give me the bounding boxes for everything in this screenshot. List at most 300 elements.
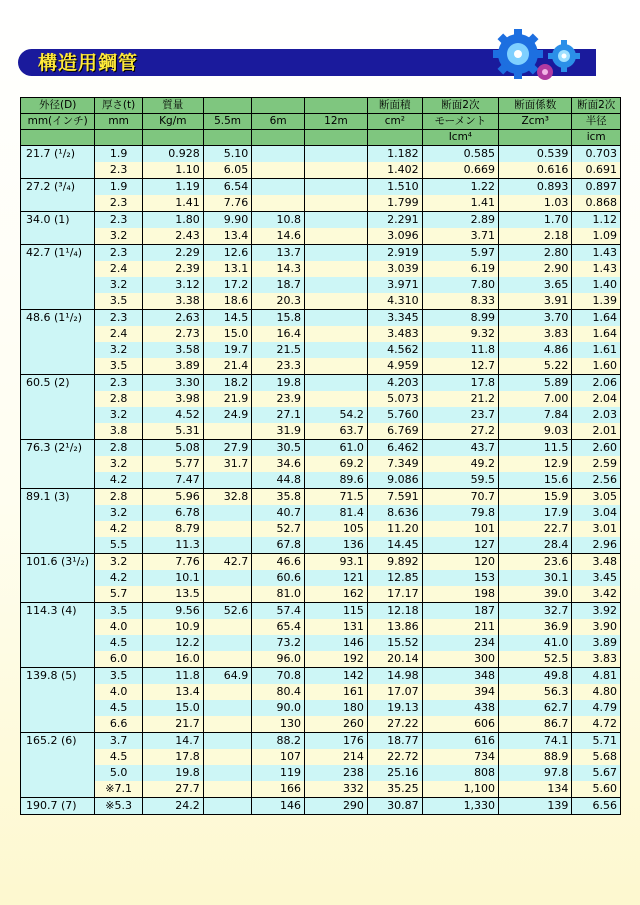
outer-diameter-cell: 60.5 (2) (21, 375, 95, 440)
thickness-cell: 3.2 (95, 554, 143, 571)
area-cell: 27.22 (367, 716, 422, 733)
len-5-5m-cell: 13.1 (203, 261, 252, 277)
radius-cell: 3.05 (572, 489, 621, 506)
len-5-5m-cell: 31.7 (203, 456, 252, 472)
table-row (21, 358, 621, 375)
table-row (21, 261, 621, 277)
area-cell: 15.52 (367, 635, 422, 651)
thickness-cell: 3.2 (95, 342, 143, 358)
len-5-5m-cell (203, 700, 252, 716)
len-5-5m-cell (203, 798, 252, 815)
thickness-cell: 4.0 (95, 619, 143, 635)
area-cell: 4.959 (367, 358, 422, 375)
mass-cell: 15.0 (142, 700, 203, 716)
modulus-cell: 88.9 (499, 749, 572, 765)
outer-diameter-cell: 34.0 (1) (21, 212, 95, 245)
radius-cell: 0.703 (572, 146, 621, 163)
thickness-cell: 2.3 (95, 375, 143, 392)
header-area: 断面積 (367, 98, 422, 114)
modulus-cell: 74.1 (499, 733, 572, 750)
outer-diameter-cell: 101.6 (3¹/₂) (21, 554, 95, 603)
modulus-cell: 30.1 (499, 570, 572, 586)
modulus-cell: 7.84 (499, 407, 572, 423)
len-5-5m-cell: 9.90 (203, 212, 252, 229)
len-6m-cell: 30.5 (252, 440, 305, 457)
mass-cell: 11.8 (142, 668, 203, 685)
len-5-5m-cell: 12.6 (203, 245, 252, 262)
header-od-unit: mm(インチ) (21, 114, 95, 130)
header-modulus: 断面係数 (499, 98, 572, 114)
radius-cell: 1.60 (572, 358, 621, 375)
outer-diameter-cell: 76.3 (2¹/₂) (21, 440, 95, 489)
moment-cell: 8.99 (422, 310, 498, 327)
thickness-cell: 3.5 (95, 603, 143, 620)
modulus-cell: 1.03 (499, 195, 572, 212)
thickness-cell: 3.2 (95, 456, 143, 472)
header-modulus-unit: Zcm³ (499, 114, 572, 130)
len-6m-cell: 96.0 (252, 651, 305, 668)
len-6m-cell: 19.8 (252, 375, 305, 392)
len-5-5m-cell (203, 472, 252, 489)
header-od: 外径(D) (21, 98, 95, 114)
header-cell (142, 130, 203, 146)
mass-cell: 4.52 (142, 407, 203, 423)
len-5-5m-cell: 64.9 (203, 668, 252, 685)
area-cell: 3.096 (367, 228, 422, 245)
len-6m-cell: 13.7 (252, 245, 305, 262)
mass-cell: 27.7 (142, 781, 203, 798)
modulus-cell: 0.616 (499, 162, 572, 179)
radius-cell: 3.92 (572, 603, 621, 620)
area-cell: 19.13 (367, 700, 422, 716)
thickness-cell: 3.2 (95, 228, 143, 245)
radius-cell: 2.56 (572, 472, 621, 489)
area-cell: 1.182 (367, 146, 422, 163)
thickness-cell: 6.0 (95, 651, 143, 668)
radius-cell: 0.691 (572, 162, 621, 179)
mass-cell: 8.79 (142, 521, 203, 537)
thickness-cell: ※5.3 (95, 798, 143, 815)
len-6m-cell: 81.0 (252, 586, 305, 603)
len-6m-cell: 67.8 (252, 537, 305, 554)
modulus-cell: 62.7 (499, 700, 572, 716)
len-12m-cell (304, 245, 367, 262)
radius-cell: 4.79 (572, 700, 621, 716)
moment-cell: 21.2 (422, 391, 498, 407)
moment-cell: 300 (422, 651, 498, 668)
thickness-cell: 3.7 (95, 733, 143, 750)
thickness-cell: 4.5 (95, 700, 143, 716)
radius-cell: 3.45 (572, 570, 621, 586)
modulus-cell: 3.65 (499, 277, 572, 293)
len-12m-cell: 214 (304, 749, 367, 765)
gears-icon (490, 28, 585, 86)
len-6m-cell: 166 (252, 781, 305, 798)
len-6m-cell: 52.7 (252, 521, 305, 537)
table-row (21, 505, 621, 521)
area-cell: 12.18 (367, 603, 422, 620)
mass-cell: 2.73 (142, 326, 203, 342)
len-6m-cell: 27.1 (252, 407, 305, 423)
modulus-cell: 3.83 (499, 326, 572, 342)
thickness-cell: 5.5 (95, 537, 143, 554)
len-12m-cell (304, 179, 367, 196)
mass-cell: 13.4 (142, 684, 203, 700)
table-row (21, 781, 621, 798)
len-12m-cell: 63.7 (304, 423, 367, 440)
moment-cell: 153 (422, 570, 498, 586)
mass-cell: 1.41 (142, 195, 203, 212)
len-12m-cell: 121 (304, 570, 367, 586)
moment-cell: 49.2 (422, 456, 498, 472)
len-12m-cell: 290 (304, 798, 367, 815)
modulus-cell: 9.03 (499, 423, 572, 440)
len-5-5m-cell (203, 635, 252, 651)
area-cell: 4.203 (367, 375, 422, 392)
modulus-cell: 4.86 (499, 342, 572, 358)
mass-cell: 14.7 (142, 733, 203, 750)
len-5-5m-cell: 17.2 (203, 277, 252, 293)
len-5-5m-cell: 21.4 (203, 358, 252, 375)
len-6m-cell: 34.6 (252, 456, 305, 472)
table-row (21, 733, 621, 750)
thickness-cell: 2.3 (95, 245, 143, 262)
header-blank (203, 98, 252, 114)
radius-cell: 4.80 (572, 684, 621, 700)
len-6m-cell: 40.7 (252, 505, 305, 521)
area-cell: 6.462 (367, 440, 422, 457)
len-12m-cell: 89.6 (304, 472, 367, 489)
modulus-cell: 11.5 (499, 440, 572, 457)
moment-cell: 616 (422, 733, 498, 750)
thickness-cell: 2.3 (95, 162, 143, 179)
table-row (21, 603, 621, 620)
radius-cell: 5.71 (572, 733, 621, 750)
header-moment: 断面2次 (422, 98, 498, 114)
thickness-cell: 3.5 (95, 358, 143, 375)
modulus-cell: 1.70 (499, 212, 572, 229)
page-title: 構造用鋼管 (38, 52, 139, 74)
len-5-5m-cell (203, 570, 252, 586)
mass-cell: 21.7 (142, 716, 203, 733)
spec-table (20, 97, 621, 815)
len-5-5m-cell: 19.7 (203, 342, 252, 358)
len-5-5m-cell (203, 651, 252, 668)
header-row-2 (21, 114, 621, 130)
header-moment-label: モーメント (422, 114, 498, 130)
table-row (21, 651, 621, 668)
radius-cell: 3.90 (572, 619, 621, 635)
modulus-cell: 2.80 (499, 245, 572, 262)
len-12m-cell: 81.4 (304, 505, 367, 521)
len-5-5m-cell (203, 765, 252, 781)
header-thickness: 厚さ(t) (95, 98, 143, 114)
area-cell: 18.77 (367, 733, 422, 750)
area-cell: 22.72 (367, 749, 422, 765)
radius-cell: 2.60 (572, 440, 621, 457)
len-12m-cell: 71.5 (304, 489, 367, 506)
table-row (21, 195, 621, 212)
moment-cell: 5.97 (422, 245, 498, 262)
table-row (21, 749, 621, 765)
table-row (21, 277, 621, 293)
area-cell: 1.402 (367, 162, 422, 179)
moment-cell: 120 (422, 554, 498, 571)
area-cell: 17.17 (367, 586, 422, 603)
thickness-cell: 1.9 (95, 179, 143, 196)
area-cell: 12.85 (367, 570, 422, 586)
thickness-cell: 4.0 (95, 684, 143, 700)
moment-cell: 211 (422, 619, 498, 635)
radius-cell: 2.03 (572, 407, 621, 423)
moment-cell: 27.2 (422, 423, 498, 440)
len-6m-cell: 107 (252, 749, 305, 765)
len-12m-cell: 93.1 (304, 554, 367, 571)
header-row-3 (21, 130, 621, 146)
area-cell: 14.98 (367, 668, 422, 685)
area-cell: 25.16 (367, 765, 422, 781)
area-cell: 6.769 (367, 423, 422, 440)
header-cell (252, 130, 305, 146)
moment-cell: 808 (422, 765, 498, 781)
thickness-cell: 3.2 (95, 505, 143, 521)
len-6m-cell: 23.3 (252, 358, 305, 375)
len-5-5m-cell (203, 733, 252, 750)
len-6m-cell: 31.9 (252, 423, 305, 440)
radius-cell: 3.83 (572, 651, 621, 668)
len-5-5m-cell (203, 521, 252, 537)
table-row (21, 342, 621, 358)
header-cell (499, 130, 572, 146)
thickness-cell: 3.2 (95, 407, 143, 423)
modulus-cell: 2.18 (499, 228, 572, 245)
len-6m-cell: 70.8 (252, 668, 305, 685)
len-12m-cell: 332 (304, 781, 367, 798)
radius-cell: 0.897 (572, 179, 621, 196)
len-5-5m-cell (203, 781, 252, 798)
table-row (21, 407, 621, 423)
mass-cell: 10.1 (142, 570, 203, 586)
len-6m-cell: 88.2 (252, 733, 305, 750)
table-row (21, 798, 621, 815)
thickness-cell: 2.8 (95, 440, 143, 457)
modulus-cell: 23.6 (499, 554, 572, 571)
moment-cell: 198 (422, 586, 498, 603)
len-6m-cell: 119 (252, 765, 305, 781)
radius-cell: 5.60 (572, 781, 621, 798)
len-5-5m-cell: 7.76 (203, 195, 252, 212)
table-row (21, 423, 621, 440)
table-row (21, 293, 621, 310)
len-5-5m-cell: 5.10 (203, 146, 252, 163)
outer-diameter-cell: 48.6 (1¹/₂) (21, 310, 95, 375)
mass-cell: 5.96 (142, 489, 203, 506)
radius-cell: 3.01 (572, 521, 621, 537)
mass-cell: 17.8 (142, 749, 203, 765)
header-12m: 12m (304, 114, 367, 130)
len-12m-cell: 192 (304, 651, 367, 668)
area-cell: 7.591 (367, 489, 422, 506)
table-row (21, 212, 621, 229)
thickness-cell: 3.8 (95, 423, 143, 440)
moment-cell: 606 (422, 716, 498, 733)
radius-cell: 2.04 (572, 391, 621, 407)
radius-cell: 1.09 (572, 228, 621, 245)
header-6m: 6m (252, 114, 305, 130)
len-5-5m-cell (203, 537, 252, 554)
radius-cell: 1.43 (572, 261, 621, 277)
table-row (21, 554, 621, 571)
mass-cell: 3.30 (142, 375, 203, 392)
mass-cell: 10.9 (142, 619, 203, 635)
mass-cell: 1.80 (142, 212, 203, 229)
len-12m-cell (304, 310, 367, 327)
header-row-1 (21, 98, 621, 114)
thickness-cell: 5.7 (95, 586, 143, 603)
modulus-cell: 15.6 (499, 472, 572, 489)
moment-cell: 3.71 (422, 228, 498, 245)
mass-cell: 3.58 (142, 342, 203, 358)
mass-cell: 24.2 (142, 798, 203, 815)
header-radius: 断面2次 (572, 98, 621, 114)
area-cell: 1.799 (367, 195, 422, 212)
table-row (21, 489, 621, 506)
outer-diameter-cell: 165.2 (6) (21, 733, 95, 798)
outer-diameter-cell: 190.7 (7) (21, 798, 95, 815)
table-row (21, 162, 621, 179)
len-5-5m-cell (203, 423, 252, 440)
header-radius-unit: icm (572, 130, 621, 146)
radius-cell: 1.40 (572, 277, 621, 293)
radius-cell: 6.56 (572, 798, 621, 815)
area-cell: 17.07 (367, 684, 422, 700)
radius-cell: 3.89 (572, 635, 621, 651)
outer-diameter-cell: 139.8 (5) (21, 668, 95, 733)
area-cell: 20.14 (367, 651, 422, 668)
modulus-cell: 15.9 (499, 489, 572, 506)
table-row (21, 537, 621, 554)
header-moment-unit: Icm⁴ (422, 130, 498, 146)
len-6m-cell: 18.7 (252, 277, 305, 293)
mass-cell: 5.77 (142, 456, 203, 472)
len-5-5m-cell: 18.2 (203, 375, 252, 392)
len-12m-cell: 162 (304, 586, 367, 603)
outer-diameter-cell: 27.2 (³/₄) (21, 179, 95, 212)
radius-cell: 1.43 (572, 245, 621, 262)
radius-cell: 4.81 (572, 668, 621, 685)
radius-cell: 5.68 (572, 749, 621, 765)
mass-cell: 9.56 (142, 603, 203, 620)
moment-cell: 59.5 (422, 472, 498, 489)
moment-cell: 0.669 (422, 162, 498, 179)
moment-cell: 101 (422, 521, 498, 537)
thickness-cell: 3.5 (95, 668, 143, 685)
len-5-5m-cell: 6.54 (203, 179, 252, 196)
header-area-unit: cm² (367, 114, 422, 130)
moment-cell: 234 (422, 635, 498, 651)
moment-cell: 12.7 (422, 358, 498, 375)
modulus-cell: 5.89 (499, 375, 572, 392)
moment-cell: 127 (422, 537, 498, 554)
modulus-cell: 36.9 (499, 619, 572, 635)
thickness-cell: 2.8 (95, 489, 143, 506)
len-12m-cell: 131 (304, 619, 367, 635)
moment-cell: 11.8 (422, 342, 498, 358)
header-blank (304, 98, 367, 114)
area-cell: 7.349 (367, 456, 422, 472)
moment-cell: 2.89 (422, 212, 498, 229)
mass-cell: 5.31 (142, 423, 203, 440)
len-6m-cell: 21.5 (252, 342, 305, 358)
area-cell: 14.45 (367, 537, 422, 554)
len-5-5m-cell: 32.8 (203, 489, 252, 506)
modulus-cell: 134 (499, 781, 572, 798)
modulus-cell: 28.4 (499, 537, 572, 554)
thickness-cell: 4.2 (95, 472, 143, 489)
moment-cell: 8.33 (422, 293, 498, 310)
moment-cell: 0.585 (422, 146, 498, 163)
len-5-5m-cell: 24.9 (203, 407, 252, 423)
len-12m-cell: 176 (304, 733, 367, 750)
len-5-5m-cell (203, 619, 252, 635)
mass-cell: 3.12 (142, 277, 203, 293)
table-row (21, 668, 621, 685)
table-row (21, 146, 621, 163)
moment-cell: 187 (422, 603, 498, 620)
radius-cell: 2.06 (572, 375, 621, 392)
len-6m-cell: 80.4 (252, 684, 305, 700)
len-12m-cell: 69.2 (304, 456, 367, 472)
radius-cell: 1.39 (572, 293, 621, 310)
len-5-5m-cell (203, 684, 252, 700)
modulus-cell: 12.9 (499, 456, 572, 472)
len-12m-cell (304, 162, 367, 179)
thickness-cell: ※7.1 (95, 781, 143, 798)
len-6m-cell: 14.3 (252, 261, 305, 277)
modulus-cell: 2.90 (499, 261, 572, 277)
len-6m-cell (252, 179, 305, 196)
len-5-5m-cell: 13.4 (203, 228, 252, 245)
modulus-cell: 17.9 (499, 505, 572, 521)
mass-cell: 16.0 (142, 651, 203, 668)
area-cell: 9.086 (367, 472, 422, 489)
outer-diameter-cell: 89.1 (3) (21, 489, 95, 554)
radius-cell: 2.59 (572, 456, 621, 472)
mass-cell: 2.29 (142, 245, 203, 262)
len-6m-cell: 146 (252, 798, 305, 815)
table-row (21, 245, 621, 262)
len-5-5m-cell: 52.6 (203, 603, 252, 620)
radius-cell: 5.67 (572, 765, 621, 781)
area-cell: 3.345 (367, 310, 422, 327)
table-row (21, 716, 621, 733)
len-12m-cell: 142 (304, 668, 367, 685)
len-12m-cell: 54.2 (304, 407, 367, 423)
moment-cell: 6.19 (422, 261, 498, 277)
thickness-cell: 5.0 (95, 765, 143, 781)
len-5-5m-cell: 6.05 (203, 162, 252, 179)
table-row (21, 619, 621, 635)
radius-cell: 1.61 (572, 342, 621, 358)
len-12m-cell: 115 (304, 603, 367, 620)
table-row (21, 326, 621, 342)
len-5-5m-cell: 15.0 (203, 326, 252, 342)
len-12m-cell: 146 (304, 635, 367, 651)
mass-cell: 11.3 (142, 537, 203, 554)
len-6m-cell: 44.8 (252, 472, 305, 489)
len-5-5m-cell: 14.5 (203, 310, 252, 327)
modulus-cell: 7.00 (499, 391, 572, 407)
